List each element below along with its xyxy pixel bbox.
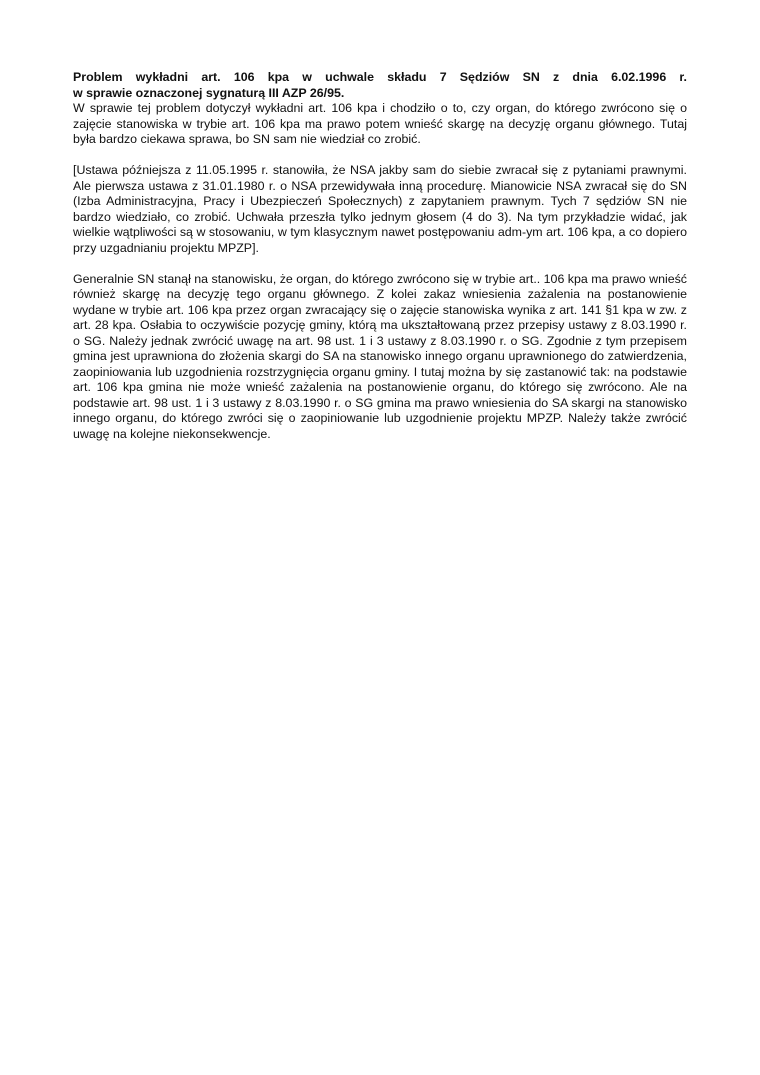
- paragraph-intro: W sprawie tej problem dotyczył wykładni art. 106 kpa i chodziło o to, czy organ, do którego zwrócono się o zajęcie stanowiska w trybie art. 106 kpa ma prawo potem wnieść skargę na decyzję organu głównego. Tutaj była bardzo ciekawa sprawa, bo SN sam nie wiedział co zrobić.: [73, 101, 687, 146]
- paragraph-gap: [73, 256, 687, 272]
- document-page: [73, 70, 687, 442]
- document-title-line-1: Problem wykładni art. 106 kpa w uchwale składu 7 Sędziów SN z dnia 6.02.1996 r.: [73, 70, 687, 84]
- paragraph-gap: [73, 148, 687, 164]
- document-title-line-2: w sprawie oznaczonej sygnaturą III AZP 26/95.: [73, 85, 345, 100]
- paragraph-bracketed-note: [Ustawa późniejsza z 11.05.1995 r. stanowiła, że NSA jakby sam do siebie zwracał się z pytaniami prawnymi. Ale pierwsza ustawa z 31.01.1980 r. o NSA przewidywała inną procedurę. Mianowicie NSA zwracał się do SN (Izba Administracyjna, Pracy i Ubezpieczeń Społecznych) z zapytaniem prawnym. Tych 7 sędziów SN nie bardzo wiedziało, co zrobić. Uchwała przeszła tylko jednym głosem (4 do 3). Na tym przykładzie widać, jak wielkie wątpliwości są w stosowaniu, w tym klasycznym nawet postępowaniu adm-ym art. 106 kpa, a co dopiero przy uzgadnianiu projektu MPZP].: [73, 163, 687, 255]
- paragraph-conclusion: Generalnie SN stanął na stanowisku, że organ, do którego zwrócono się w trybie art.. 106 kpa ma prawo wnieść również skargę na decyzję tego organu głównego. Z kolei zakaz wniesienia zażalenia na postanowienie wydane w trybie art. 106 kpa przez organ zwracający się o zajęcie stanowiska wynika z art. 141 §1 kpa w zw. z art. 28 kpa. Osłabia to oczywiście pozycję gminy, którą ma ukształtowaną przez przepisy ustawy z 8.03.1990 r. o SG. Należy jednak zwrócić uwagę na art. 98 ust. 1 i 3 ustawy z 8.03.1990 r. o SG. Zgodnie z tym przepisem gmina jest uprawniona do złożenia skargi do SA na stanowisko innego organu uprawnionego do zatwierdzenia, zaopiniowania lub uzgodnienia rozstrzygnięcia organu gminy. I tutaj można by się zastanowić tak: na podstawie art. 106 kpa gmina nie może wnieść zażalenia na postanowienie organu, do którego się zwrócono. Ale na podstawie art. 98 ust. 1 i 3 ustawy z 8.03.1990 r. o SG gmina ma prawo wniesienia do SA skargi na stanowisko innego organu, do którego zwróci się o zaopiniowanie lub uzgodnienie projektu MPZP. Należy także zwrócić uwagę na kolejne niekonsekwencje.: [73, 271, 687, 441]
